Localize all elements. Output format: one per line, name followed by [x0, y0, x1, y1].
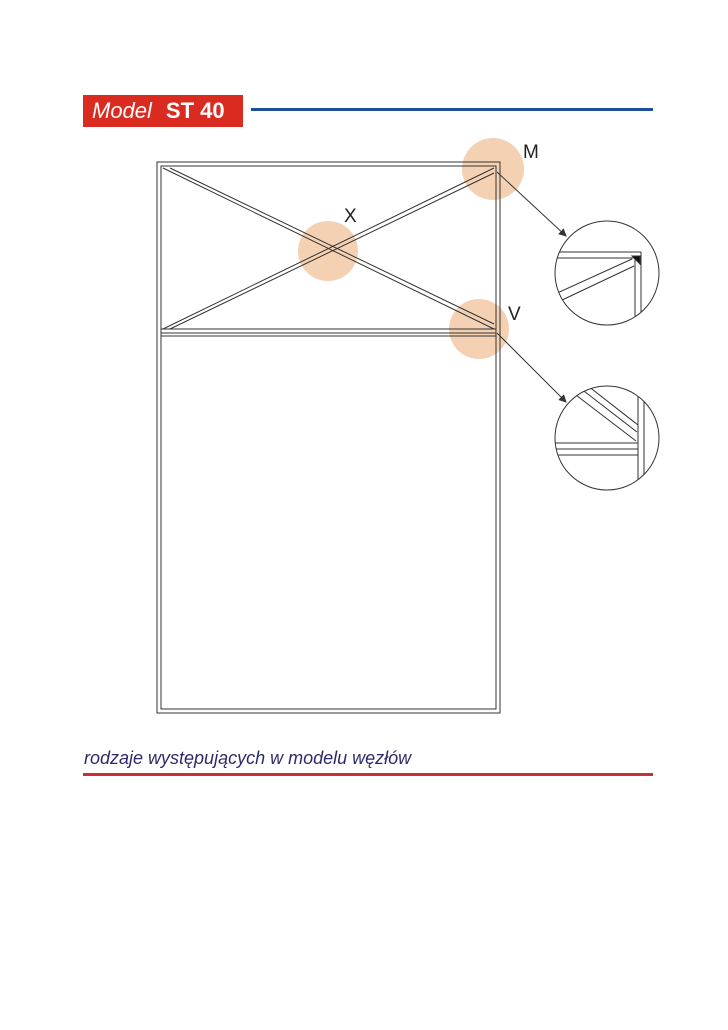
leader-arrow-m [497, 172, 566, 236]
node-label-v: V [508, 304, 521, 325]
node-x-highlight [298, 221, 358, 281]
model-word: Model [92, 98, 152, 123]
detail-v [550, 380, 659, 495]
caption-rule [83, 773, 653, 776]
leader-arrow-v [497, 333, 566, 402]
model-code: ST 40 [165, 98, 225, 123]
caption: rodzaje występujących w modelu węzłów [84, 748, 412, 768]
crossbar [161, 329, 496, 336]
node-label-x: X [344, 206, 357, 227]
detail-m [540, 221, 659, 330]
node-label-m: M [523, 142, 539, 163]
